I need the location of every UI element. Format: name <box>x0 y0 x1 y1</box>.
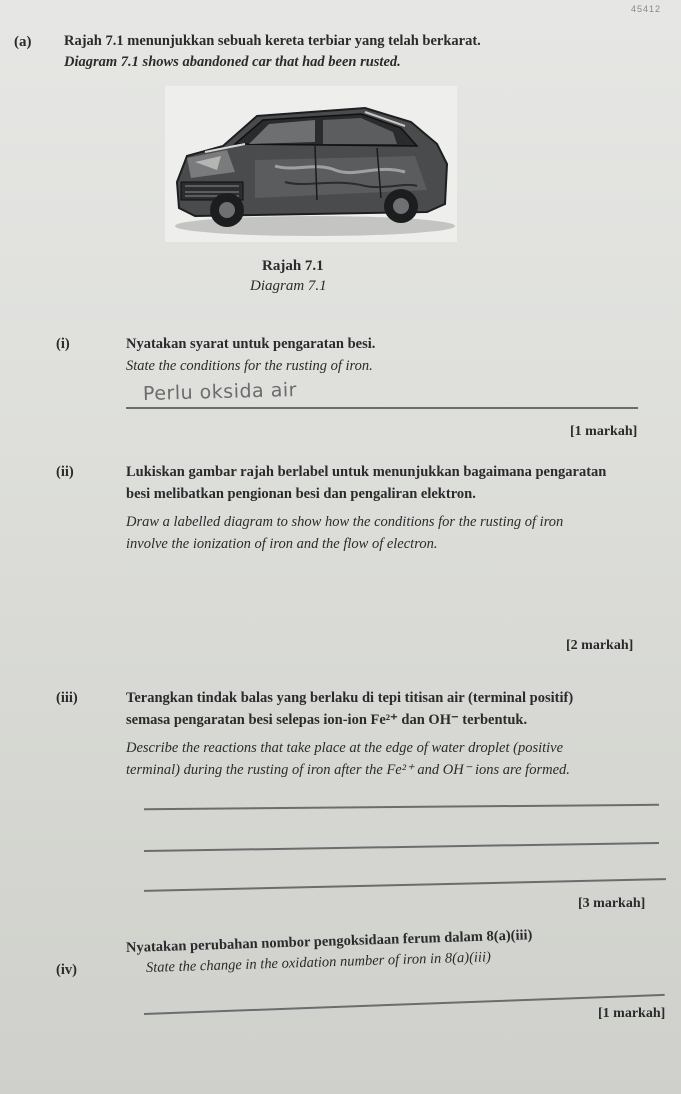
marks-part-iii: [3 markah] <box>578 896 646 911</box>
answer-line <box>144 994 665 1015</box>
car-drawing <box>165 86 457 242</box>
part-iv-malay: Nyatakan perubahan nombor pengoksidaan ferum dalam 8(a)(iii) <box>125 927 533 956</box>
part-i-malay: Nyatakan syarat untuk pengaratan besi. <box>126 336 376 352</box>
marks-part-iv: [1 markah] <box>598 1006 666 1021</box>
answer-line <box>144 804 659 810</box>
marks-part-ii: [2 markah] <box>566 638 634 653</box>
intro-malay: Rajah 7.1 menunjukkan sebuah kereta terbiar yang telah berkarat. <box>64 33 481 49</box>
rusted-car-photo <box>165 86 457 242</box>
part-ii-english-line1: Draw a labelled diagram to show how the conditions for the rusting of iron <box>126 514 564 530</box>
figure-caption-malay: Rajah 7.1 <box>262 258 324 274</box>
part-ii-malay-line2: besi melibatkan pengionan besi dan pengaliran elektron. <box>126 486 476 502</box>
part-i-english: State the conditions for the rusting of iron. <box>126 358 373 374</box>
part-ii-english-line2: involve the ionization of iron and the flow of electron. <box>126 536 438 552</box>
part-i-number: (i) <box>56 336 70 352</box>
handwritten-answer: Perlu oksida air <box>142 378 298 406</box>
answer-line <box>126 407 638 409</box>
part-iv-number: (iv) <box>56 962 77 978</box>
answer-line <box>144 878 666 891</box>
intro-english: Diagram 7.1 shows abandoned car that had been rusted. <box>64 54 401 70</box>
question-label: (a) <box>14 34 32 50</box>
page-number: 45412 <box>630 4 661 14</box>
part-iii-number: (iii) <box>56 690 78 706</box>
figure-caption-english: Diagram 7.1 <box>250 278 327 294</box>
part-iv-english: State the change in the oxidation number of iron in 8(a)(iii) <box>145 949 492 976</box>
part-iii-english-line1: Describe the reactions that take place at the edge of water droplet (positive <box>126 740 564 756</box>
marks-part-i: [1 markah] <box>570 424 638 439</box>
part-ii-malay-line1: Lukiskan gambar rajah berlabel untuk menunjukkan bagaimana pengaratan <box>126 464 607 480</box>
part-iii-malay-line1: Terangkan tindak balas yang berlaku di tepi titisan air (terminal positif) <box>126 690 574 706</box>
part-iii-english-line2: terminal) during the rusting of iron after the Fe²⁺ and OH⁻ ions are formed. <box>126 762 570 778</box>
part-iii-malay-line2: semasa pengaratan besi selepas ion-ion Fe²⁺ dan OH⁻ terbentuk. <box>126 712 528 728</box>
part-ii-number: (ii) <box>56 464 74 480</box>
answer-line <box>144 842 659 852</box>
